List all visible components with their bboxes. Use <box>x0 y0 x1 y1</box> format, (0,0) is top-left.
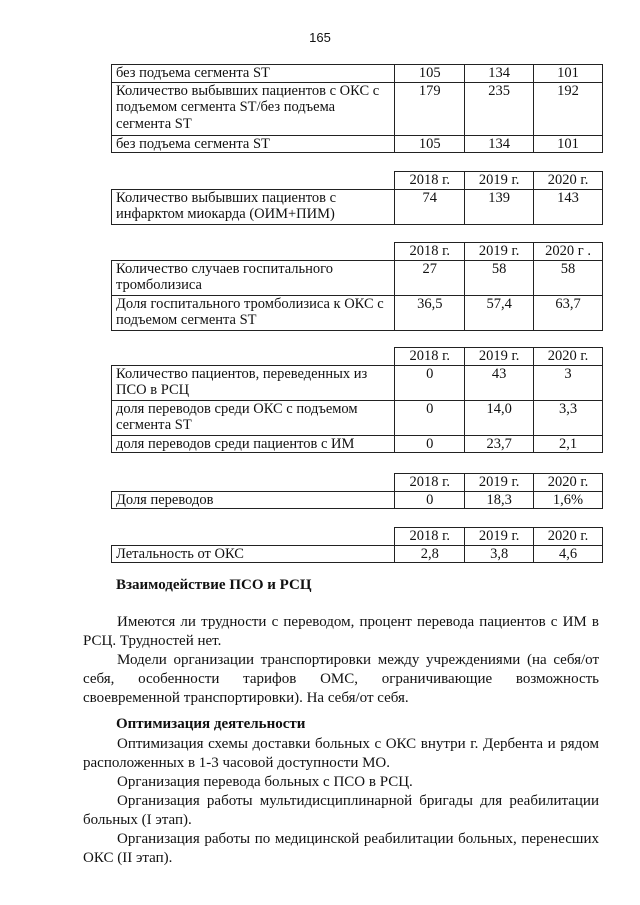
value-2019: 57,4 <box>465 295 534 330</box>
row-label: без подъема сегмента ST <box>112 65 395 83</box>
value-2018: 105 <box>395 135 465 153</box>
value-2020: 2,1 <box>534 435 603 453</box>
table-row <box>112 545 603 563</box>
value-2019: 235 <box>465 82 534 135</box>
paragraph <box>83 651 599 708</box>
value-2018: 2,8 <box>395 545 465 563</box>
paragraph <box>83 830 599 868</box>
value-2018: 0 <box>395 400 465 435</box>
paragraph-text: Организация работы по медицинской реабилитации больных, перенесших ОКС (II этап). <box>83 831 599 866</box>
paragraph-text: Организация перевода больных с ПСО в РСЦ. <box>117 774 413 790</box>
value-2019: 134 <box>465 135 534 153</box>
value-2020: 143 <box>534 189 603 224</box>
table-transfers <box>111 347 603 453</box>
year-header: 2019 г. <box>465 243 534 261</box>
paragraph-text: Оптимизация схемы доставки больных с ОКС внутри г. Дербента и рядом расположенных в 1-3 часовой доступности МО. <box>83 736 599 771</box>
value-2019: 134 <box>465 65 534 83</box>
value-2020: 101 <box>534 135 603 153</box>
table-row <box>112 295 603 330</box>
row-label: доля переводов среди пациентов с ИМ <box>112 435 395 453</box>
row-label: Количество выбывших пациентов с инфарктом миокарда (ОИМ+ПИМ) <box>112 189 395 224</box>
table-mi-patients <box>111 171 603 225</box>
value-2020: 101 <box>534 65 603 83</box>
year-header: 2019 г. <box>465 348 534 366</box>
value-2018: 0 <box>395 435 465 453</box>
row-label: Количество пациентов, переведенных из ПСО в РСЦ <box>112 365 395 400</box>
value-2018: 74 <box>395 189 465 224</box>
row-label: доля переводов среди ОКС с подъемом сегмента ST <box>112 400 395 435</box>
table-header-row <box>112 474 603 492</box>
year-header: 2018 г. <box>395 172 465 190</box>
value-2020: 63,7 <box>534 295 603 330</box>
row-label: Количество выбывших пациентов с ОКС с подъемом сегмента ST/без подъема сегмента ST <box>112 82 395 135</box>
table-mortality <box>111 527 603 563</box>
table-row <box>112 260 603 295</box>
value-2020: 4,6 <box>534 545 603 563</box>
table-header-row <box>112 243 603 261</box>
value-2019: 139 <box>465 189 534 224</box>
value-2020: 1,6% <box>534 491 603 509</box>
table-row <box>112 435 603 453</box>
table-header-row <box>112 528 603 546</box>
value-2018: 105 <box>395 65 465 83</box>
year-header: 2020 г. <box>534 474 603 492</box>
year-header: 2020 г. <box>534 348 603 366</box>
table-row <box>112 82 603 135</box>
year-header: 2020 г. <box>534 528 603 546</box>
table-row <box>112 491 603 509</box>
table-oks-patients <box>111 64 603 153</box>
value-2020: 3 <box>534 365 603 400</box>
table-row <box>112 65 603 83</box>
value-2019: 3,8 <box>465 545 534 563</box>
value-2020: 3,3 <box>534 400 603 435</box>
row-label: Летальность от ОКС <box>112 545 395 563</box>
year-header: 2018 г. <box>395 348 465 366</box>
paragraph-text: Модели организации транспортировки между учреждениями (на себя/от себя, особенности тарифов ОМС, ограничивающие возможность своевременной транспортировки). На себя/от себя. <box>83 652 599 706</box>
table-row <box>112 400 603 435</box>
value-2019: 23,7 <box>465 435 534 453</box>
table-thrombolysis <box>111 242 603 331</box>
paragraph <box>83 792 599 830</box>
table-row <box>112 189 603 224</box>
row-label: Доля переводов <box>112 491 395 509</box>
table-header-row <box>112 172 603 190</box>
value-2018: 36,5 <box>395 295 465 330</box>
paragraph <box>83 613 599 651</box>
value-2018: 179 <box>395 82 465 135</box>
value-2019: 14,0 <box>465 400 534 435</box>
value-2020: 192 <box>534 82 603 135</box>
paragraph <box>83 735 599 773</box>
section-heading-interaction: Взаимодействие ПСО и РСЦ <box>116 577 312 593</box>
section-heading-optimization: Оптимизация деятельности <box>116 716 306 732</box>
value-2020: 58 <box>534 260 603 295</box>
year-header: 2019 г. <box>465 474 534 492</box>
year-header: 2020 г . <box>534 243 603 261</box>
value-2019: 43 <box>465 365 534 400</box>
year-header: 2020 г. <box>534 172 603 190</box>
year-header: 2019 г. <box>465 172 534 190</box>
year-header: 2018 г. <box>395 474 465 492</box>
table-row <box>112 365 603 400</box>
row-label: без подъема сегмента ST <box>112 135 395 153</box>
value-2018: 0 <box>395 491 465 509</box>
value-2019: 18,3 <box>465 491 534 509</box>
row-label: Количество случаев госпитального тромболизиса <box>112 260 395 295</box>
paragraph <box>83 773 599 792</box>
year-header: 2019 г. <box>465 528 534 546</box>
paragraph-text: Организация работы мультидисциплинарной бригады для реабилитации больных (I этап). <box>83 793 599 828</box>
table-row <box>112 135 603 153</box>
value-2018: 0 <box>395 365 465 400</box>
row-label: Доля госпитального тромболизиса к ОКС с подъемом сегмента ST <box>112 295 395 330</box>
value-2018: 27 <box>395 260 465 295</box>
table-transfer-share <box>111 473 603 509</box>
table-header-row <box>112 348 603 366</box>
year-header: 2018 г. <box>395 243 465 261</box>
paragraph-text: Имеются ли трудности с переводом, процент перевода пациентов с ИМ в РСЦ. Трудностей нет. <box>83 614 599 649</box>
year-header: 2018 г. <box>395 528 465 546</box>
value-2019: 58 <box>465 260 534 295</box>
page-number: 165 <box>309 30 331 45</box>
